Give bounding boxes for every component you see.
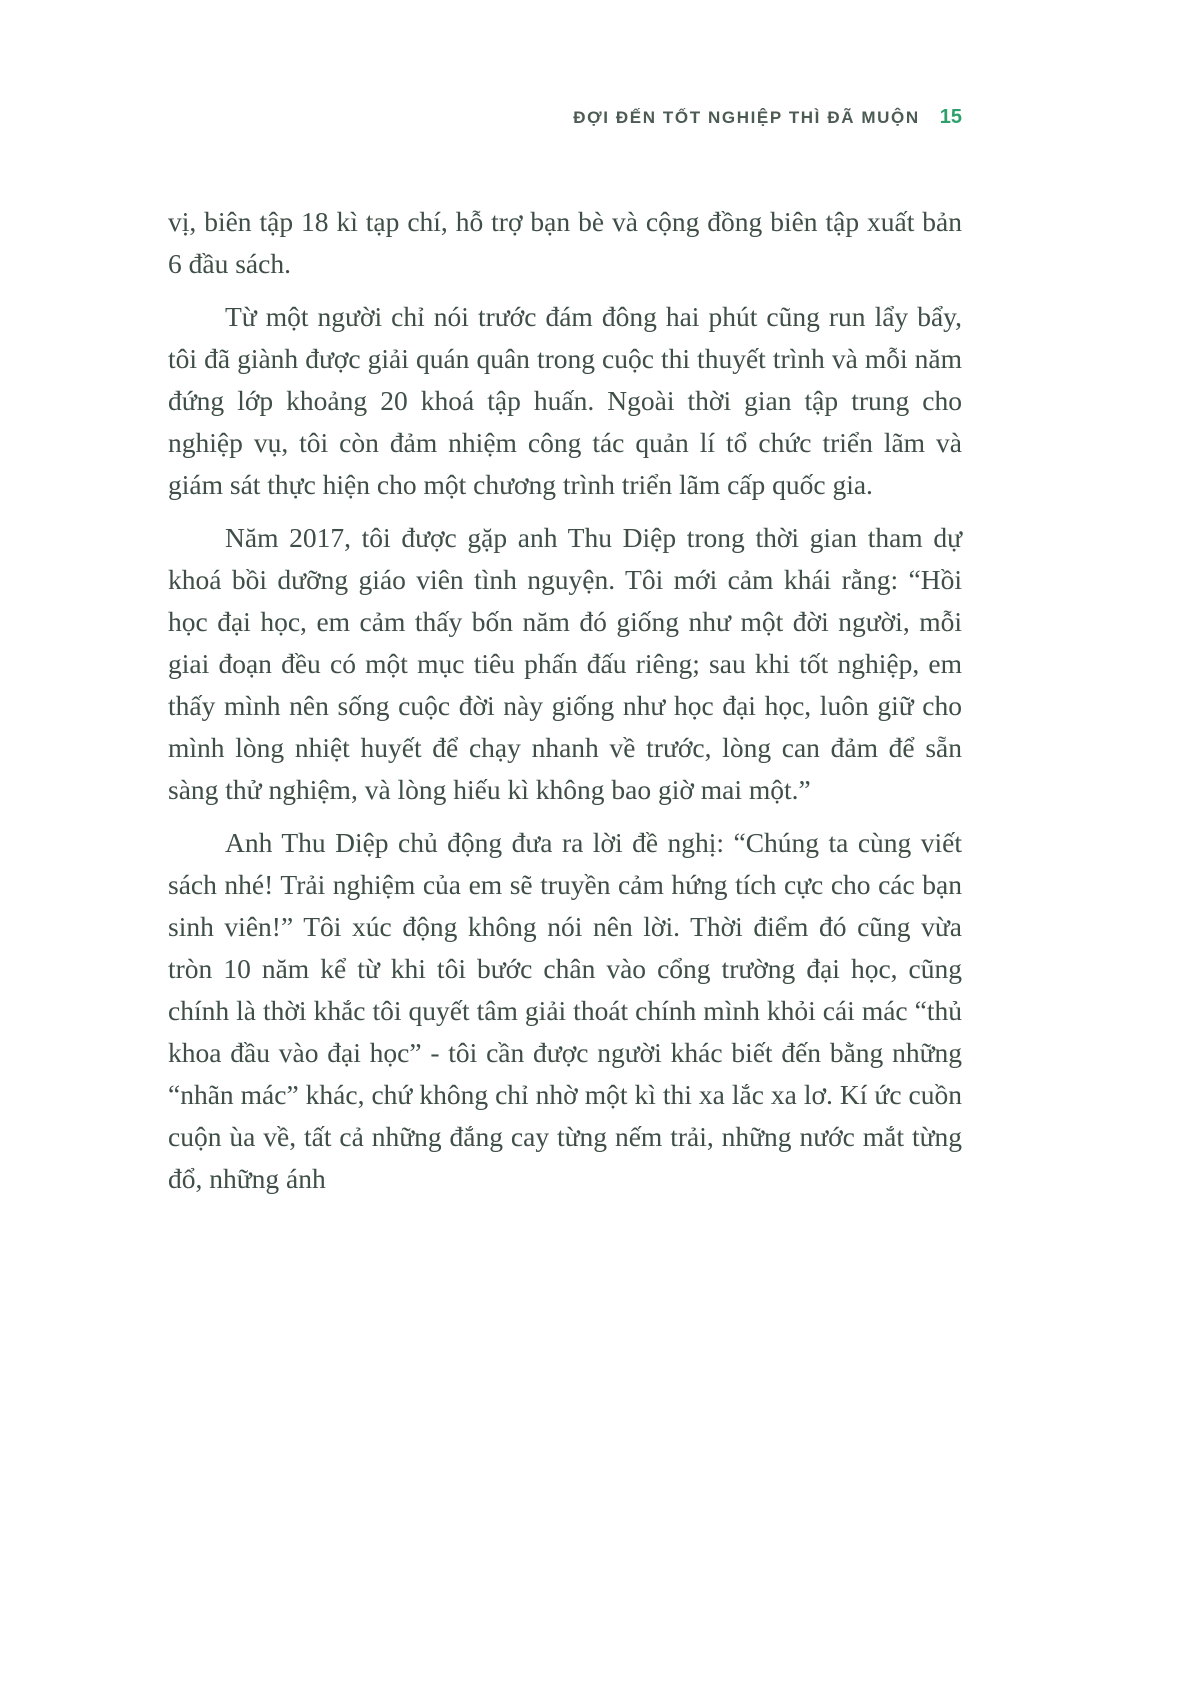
page-number: 15 [939,106,962,128]
running-title: ĐỢI ĐẾN TỐT NGHIỆP THÌ ĐÃ MUỘN [573,108,920,127]
paragraph: Anh Thu Diệp chủ động đưa ra lời đề nghị: “Chúng ta cùng viết sách nhé! Trải nghiệm của em sẽ truyền cảm hứng tích cực cho các bạn sinh viên!” Tôi xúc động không nói nên lời. Thời điểm đó cũng vừa tròn 10 năm kể từ khi tôi bước chân vào cổng trường đại học, cũng chính là thời khắc tôi quyết tâm giải thoát chính mình khỏi cái mác “thủ khoa đầu vào đại học” - tôi cần được người khác biết đến bằng những “nhãn mác” khác, chứ không chỉ nhờ một kì thi xa lắc xa lơ. Kí ức cuồn cuộn ùa về, tất cả những đắng cay từng nếm trải, những nước mắt từng đổ, những ánh [168,827,962,1194]
paragraph: Từ một người chỉ nói trước đám đông hai phút cũng run lẩy bẩy, tôi đã giành được giải quán quân trong cuộc thi thuyết trình và mỗi năm đứng lớp khoảng 20 khoá tập huấn. Ngoài thời gian tập trung cho nghiệp vụ, tôi còn đảm nhiệm công tác quản lí tổ chức triển lãm và giám sát thực hiện cho một chương trình triển lãm cấp quốc gia. [168,301,962,500]
book-page [168,0,962,1211]
paragraph: Năm 2017, tôi được gặp anh Thu Diệp trong thời gian tham dự khoá bồi dưỡng giáo viên tình nguyện. Tôi mới cảm khái rằng: “Hồi học đại học, em cảm thấy bốn năm đó giống như một đời người, mỗi giai đoạn đều có một mục tiêu phấn đấu riêng; sau khi tốt nghiệp, em thấy mình nên sống cuộc đời này giống như học đại học, luôn giữ cho mình lòng nhiệt huyết để chạy nhanh về trước, lòng can đảm để sẵn sàng thử nghiệm, và lòng hiếu kì không bao giờ mai một.” [168,522,962,805]
paragraph: vị, biên tập 18 kì tạp chí, hỗ trợ bạn bè và cộng đồng biên tập xuất bản 6 đầu sách. [168,206,962,279]
page-body [168,201,962,1200]
running-header [168,106,962,129]
